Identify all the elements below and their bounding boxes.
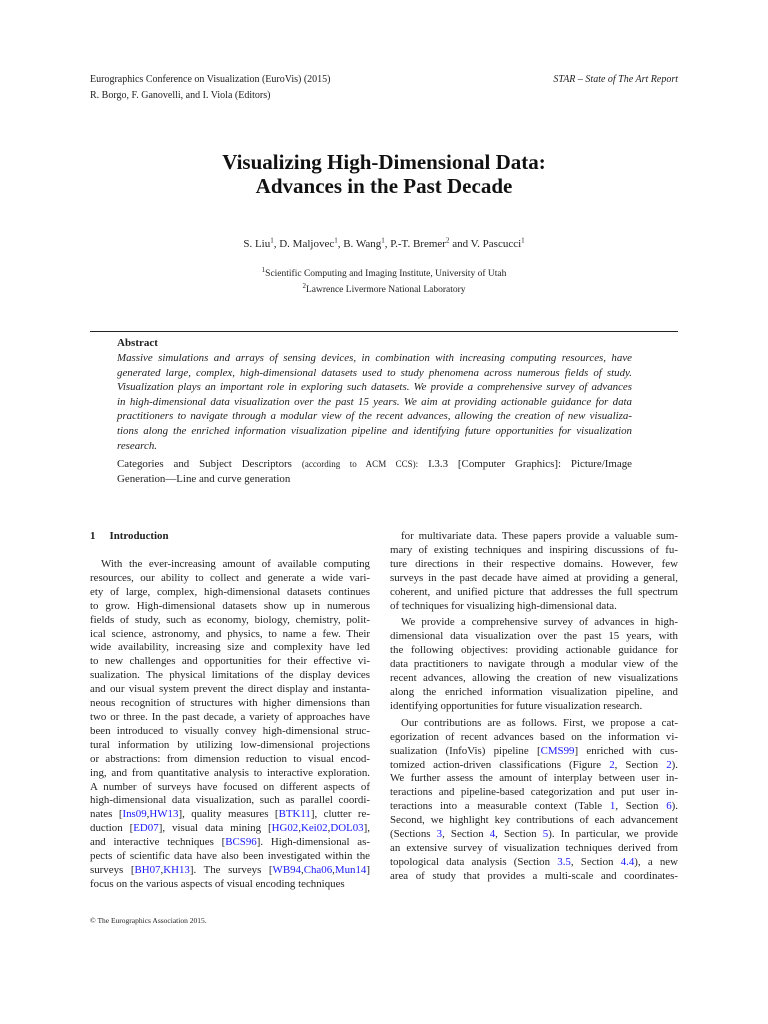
affiliation-mark: 1 — [261, 265, 266, 274]
affiliation-name: Scientific Computing and Imaging Institute, University of Utah — [265, 269, 507, 279]
author-separator: , — [337, 238, 344, 250]
copyright: © The Eurographics Association 2015. — [90, 916, 207, 925]
text-segment: data practitioners to navigate through a modular view of the — [390, 658, 678, 671]
text-line — [90, 753, 370, 767]
text-segment: We provide a comprehensive survey of advances in high- — [401, 616, 678, 629]
text-segment: ], visual data mining [ — [158, 822, 272, 835]
text-line — [90, 739, 370, 753]
categories-line: Generation—Line and curve generation — [117, 473, 291, 485]
paper-title — [0, 150, 768, 198]
text-line — [90, 628, 370, 642]
text-line — [390, 530, 678, 544]
text-line — [390, 586, 678, 600]
text-segment: nates [ — [90, 808, 123, 821]
citation-link[interactable]: HW13 — [149, 808, 179, 821]
author-name: V. Pascucci — [470, 238, 522, 250]
section-number: 1 — [90, 530, 96, 542]
text-line — [90, 655, 370, 669]
text-segment: ], — [363, 822, 370, 835]
text-line — [390, 772, 678, 786]
citation-link[interactable]: ED07 — [133, 822, 159, 835]
abstract-line: Massive simulations and arrays of sensing devices, in combination with increasing computing resources, have — [117, 352, 632, 364]
author-separator: , — [273, 238, 280, 250]
text-line — [90, 878, 370, 892]
text-segment: focus on the various aspects of visual encoding techniques — [90, 877, 345, 890]
text-segment: ). — [671, 800, 678, 813]
citation-link[interactable]: 3.5 — [557, 855, 571, 868]
text-line — [90, 767, 370, 781]
author-name: P.-T. Bremer — [390, 238, 446, 250]
text-segment: , — [300, 863, 304, 876]
text-segment: ical science, astronomy, and physics, to name a few. Their — [90, 627, 370, 640]
abstract-line: generated large, complex, high-dimensional datasets used to study phenomena across numerous fields of study. — [117, 366, 632, 379]
affiliation-name: Lawrence Livermore National Laboratory — [305, 285, 466, 295]
citation-link[interactable]: BCS96 — [225, 836, 257, 849]
citation-link[interactable]: Kei02 — [300, 822, 328, 835]
text-segment: pects of scientific data have also been investigated within the — [90, 850, 370, 863]
abstract-line: in high-dimensional data visualization over the past 15 years. We aim at providing actionable guidance for data — [117, 395, 632, 408]
text-segment: and interactive techniques [ — [90, 836, 226, 849]
citation-link[interactable]: 3 — [436, 828, 443, 841]
venue: Eurographics Conference on Visualization (EuroVis) (2015) — [90, 74, 331, 85]
section-title: Introduction — [109, 530, 169, 542]
text-segment: high-dimensional data visualization, such as parallel coordi- — [90, 794, 370, 807]
abstract-line: tions along the enriched information visualization pipeline and identifying future opportunities for visualization — [117, 424, 632, 437]
text-segment: topological data analysis (Section — [390, 855, 558, 868]
text-line — [90, 850, 370, 864]
text-line — [90, 836, 370, 850]
text-line — [390, 600, 678, 614]
text-segment: , Section — [615, 800, 667, 813]
text-segment: coherent, and unified picture that addresses the full spectrum — [390, 585, 678, 598]
text-segment: identifying opportunities for future visualization research. — [390, 699, 643, 712]
text-segment: of techniques for visualizing high-dimensional data. — [390, 599, 617, 612]
abstract-heading: Abstract — [117, 337, 158, 349]
text-segment: for multivariate data. These papers provide a valuable sum- — [401, 530, 678, 542]
text-segment: along the enriched information visualization pipeline, and — [390, 685, 678, 698]
affiliation-mark: 2 — [445, 236, 450, 245]
text-line — [390, 828, 678, 842]
text-line — [390, 700, 678, 714]
text-segment: two or three. In the past decade, a variety of approaches have — [90, 710, 370, 723]
text-segment: duction [ — [90, 822, 134, 835]
text-segment: surveys [ — [90, 863, 135, 876]
author-name: B. Wang — [343, 238, 382, 250]
section-heading — [90, 530, 169, 542]
text-segment: , — [146, 808, 150, 821]
text-line — [390, 558, 678, 572]
text-segment: ture directions in their respective domains. However, few — [390, 557, 678, 570]
citation-link[interactable]: 6 — [666, 800, 672, 813]
text-segment: and our visual system prevent the direct display and instanta- — [90, 683, 370, 696]
text-segment: dimensional data visualization over the past 15 years, with — [390, 630, 678, 643]
abstract-line: Visualization plays an important role in exploring such datasets. We provide a comprehensive survey of advances — [117, 381, 632, 394]
text-segment: , — [327, 822, 331, 835]
text-line — [90, 572, 370, 586]
text-line — [90, 669, 370, 683]
title-line: Visualizing High-Dimensional Data: — [222, 150, 546, 174]
text-line — [390, 644, 678, 658]
citation-link[interactable]: 1 — [609, 800, 616, 813]
text-line — [90, 641, 370, 655]
text-line — [90, 808, 370, 822]
citation-link[interactable]: 4 — [489, 828, 496, 841]
text-segment: resources, our ability to collect and generate a wide vari- — [90, 571, 370, 584]
citation-link[interactable]: Ins09 — [122, 808, 147, 821]
text-segment: , Section — [495, 828, 543, 841]
text-line — [390, 572, 678, 586]
text-line — [390, 800, 678, 814]
text-line — [390, 745, 678, 759]
text-segment: We further assess the amount of interplay between user in- — [390, 772, 678, 785]
text-segment: surveys in the past decade have aimed at providing a general, — [390, 571, 678, 584]
citation-link[interactable]: 2 — [609, 758, 615, 771]
text-line — [390, 717, 678, 731]
text-segment: ], clutter re- — [310, 808, 371, 821]
citation-link[interactable]: Mun14 — [334, 863, 367, 876]
citation-link[interactable]: WB94 — [272, 863, 301, 876]
report-type: STAR – State of The Art Report — [553, 74, 678, 85]
text-line — [90, 558, 370, 572]
citation-link[interactable]: KH13 — [163, 863, 190, 876]
text-segment: tomized action-driven classifications (Figure — [390, 758, 610, 771]
text-segment: (Sections — [390, 828, 437, 841]
author-name: S. Liu — [243, 238, 271, 250]
text-line — [390, 616, 678, 630]
citation-link[interactable]: BH07 — [134, 863, 161, 876]
categories-note: (according to ACM CCS): — [301, 459, 419, 469]
text-segment: wide availability, increasing size and complexity have led — [90, 641, 370, 654]
abstract-line: practitioners to navigate through a modular view of the recent advances, allowing the creation of new visualiza- — [117, 410, 632, 423]
right-column — [390, 530, 678, 884]
text-line — [90, 614, 370, 628]
text-segment: recent advances, allowing the creation of new visualizations — [390, 672, 678, 685]
text-segment: an extensive survey of visualization techniques derived from — [390, 841, 678, 854]
citation-link[interactable]: BTK11 — [278, 808, 311, 821]
text-segment: egorization of recent advances based on the information vi- — [390, 730, 678, 743]
text-segment: ]. High-dimensional as- — [256, 836, 370, 849]
text-segment: ). In particular, we provide — [548, 828, 678, 841]
running-header-left — [90, 72, 331, 104]
text-segment: ). — [671, 758, 678, 771]
text-segment: sualization. The physical limitations of the display devices — [90, 669, 370, 682]
text-segment: ] enriched with cus- — [574, 744, 678, 757]
text-segment: fields of study, such as economy, biology, chemistry, polit- — [90, 613, 370, 626]
text-segment: ety of large, complex, high-dimensional datasets continues — [90, 585, 370, 598]
text-segment: ), a new — [634, 855, 678, 868]
text-segment: ] — [366, 863, 370, 876]
text-segment: sualization (InfoVis) pipeline [ — [390, 744, 541, 757]
categories-line — [117, 457, 632, 472]
title-line: Advances in the Past Decade — [255, 174, 513, 198]
divider — [90, 331, 678, 332]
text-segment: , — [160, 863, 164, 876]
author-list — [0, 238, 768, 250]
affiliation-mark: 1 — [381, 236, 385, 245]
text-line — [90, 725, 370, 739]
text-line — [390, 672, 678, 686]
text-segment: tural information by utilizing low-dimensional projections — [90, 738, 370, 751]
text-line — [390, 686, 678, 700]
text-line — [90, 794, 370, 808]
affiliation — [0, 266, 768, 282]
citation-link[interactable]: HG02 — [271, 822, 299, 835]
text-segment: neous recognition of structures with higher dimensions than — [90, 697, 370, 710]
text-segment: teractions and pipeline-based categorization and put user in- — [390, 786, 678, 799]
citation-link[interactable]: CMS99 — [540, 744, 575, 757]
text-line — [390, 658, 678, 672]
text-line — [90, 600, 370, 614]
text-line — [90, 697, 370, 711]
editors: R. Borgo, F. Ganovelli, and I. Viola (Editors) — [90, 90, 271, 101]
text-line — [90, 711, 370, 725]
abstract-line: research. — [117, 439, 158, 452]
text-segment: ], quality measures [ — [178, 808, 279, 821]
categories-label: Categories and Subject Descriptors — [117, 458, 292, 470]
affiliation-mark: 1 — [521, 236, 525, 245]
abstract-body — [117, 351, 632, 453]
text-line — [90, 781, 370, 795]
text-line — [390, 630, 678, 644]
text-segment: Our contributions are as follows. First, we propose a cat- — [401, 716, 678, 729]
text-line — [390, 842, 678, 856]
text-segment: to grow. High-dimensional datasets show up in numerous — [90, 599, 370, 612]
text-segment: or abstractions: from dimension reduction to visual encod- — [90, 752, 370, 765]
text-segment: teractions into a measurable context (Table — [390, 800, 610, 813]
citation-link[interactable]: 4.4 — [620, 855, 635, 868]
text-line — [390, 786, 678, 800]
text-segment: , Section — [442, 828, 490, 841]
text-line — [90, 586, 370, 600]
text-segment: , Section — [614, 758, 667, 771]
text-line — [390, 870, 678, 884]
affiliation — [0, 282, 768, 298]
text-segment: area of study that provides a multi-scale and coordinates- — [390, 869, 678, 882]
affiliation-mark: 1 — [270, 236, 274, 245]
text-line — [390, 731, 678, 745]
text-line — [390, 759, 678, 773]
text-segment: been introduced to visually convey high-dimensional struc- — [90, 724, 370, 737]
text-line — [390, 814, 678, 828]
text-segment: to new challenges and opportunities for their effective vi- — [90, 655, 370, 668]
affiliation-mark: 1 — [334, 236, 338, 245]
text-segment: the following objectives: providing actionable guidance for — [390, 644, 678, 657]
text-line — [90, 822, 370, 836]
affiliation-mark: 2 — [302, 281, 306, 290]
text-segment: Second, we highlight key contributions of each advancement — [390, 814, 678, 827]
text-segment: mary of existing techniques and inspiring discussions of fu- — [390, 543, 678, 556]
text-line — [390, 856, 678, 870]
left-column — [90, 558, 370, 892]
text-line — [390, 544, 678, 558]
text-line — [90, 864, 370, 878]
text-segment: , Section — [570, 855, 621, 868]
author-name: D. Maljovec — [279, 238, 335, 250]
text-segment: , — [332, 863, 335, 876]
text-line — [90, 683, 370, 697]
categories-value: I.3.3 [Computer Graphics]: Picture/Image — [428, 458, 632, 470]
text-segment: A number of surveys have focused on different aspects of — [90, 780, 370, 793]
affiliations — [0, 266, 768, 298]
author-separator: and — [449, 238, 471, 250]
citation-link[interactable]: 5 — [542, 828, 549, 841]
author-separator: , — [384, 238, 391, 250]
categories — [117, 457, 632, 487]
text-segment: ]. The surveys [ — [189, 863, 273, 876]
citation-link[interactable]: Cha06 — [303, 863, 333, 876]
citation-link[interactable]: DOL03 — [330, 822, 364, 835]
text-segment: ing, and from quantitative analysis to interactive exploration. — [90, 766, 370, 779]
citation-link[interactable]: 2 — [666, 758, 672, 771]
text-segment: With the ever-increasing amount of available computing — [101, 558, 370, 570]
text-segment: , — [298, 822, 301, 835]
